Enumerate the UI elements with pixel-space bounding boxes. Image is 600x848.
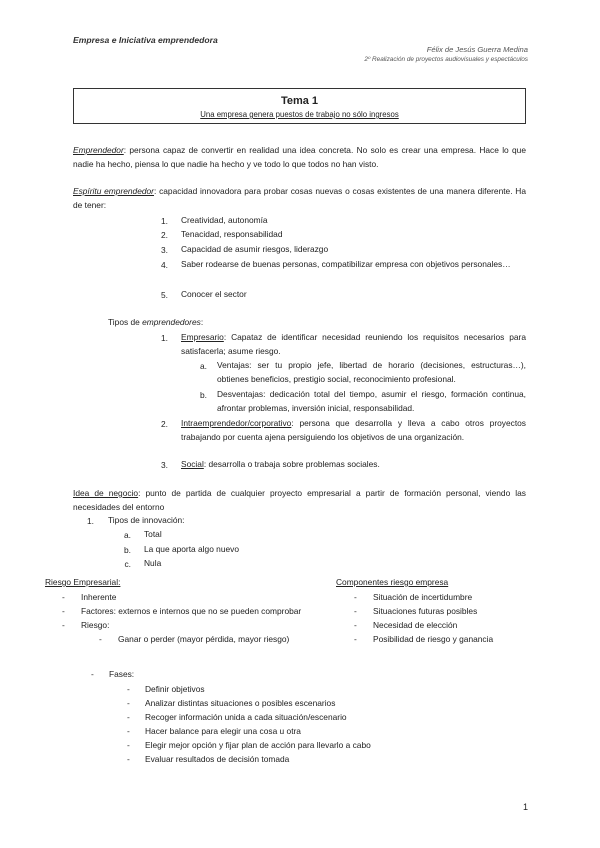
fase-item: Hacer balance para elegir una cosa u otra [145,726,301,736]
bullet-dash: - [354,592,357,602]
fase-item: Analizar distintas situaciones o posibles escenarios [145,698,336,708]
list-number: 5. [161,290,168,300]
componente-item: Situaciones futuras posibles [373,606,478,616]
empresario-item [181,331,526,359]
bullet-dash: - [354,620,357,630]
componente-item: Necesidad de elección [373,620,458,630]
bullet-dash: - [62,606,65,616]
header-course: 2º Realización de proyectos audiovisuales y espectáculos [364,56,528,63]
bullet-dash: - [91,669,94,679]
espiritu-definition [73,185,526,213]
fase-item: Recoger información unida a cada situación/escenario [145,712,347,722]
social-text: : desarrolla o trabaja sobre problemas sociales. [203,459,380,469]
list-item: Capacidad de asumir riesgos, liderazgo [181,244,329,254]
list-item: Saber rodearse de buenas personas, compatibilizar empresa con objetivos personales… [181,259,511,269]
intraemprendedor-term: Intraemprendedor/corporativo [181,418,292,428]
fase-item: Evaluar resultados de decisión tomada [145,754,290,764]
fases-label: Fases: [109,669,135,679]
fase-item: Definir objetivos [145,684,205,694]
list-number: a. [124,530,131,540]
emprendedor-text: : persona capaz de convertir en realidad una idea concreta. No solo es crear una empresa. Hace lo que nadie ha hecho, piensa lo que nadie ha hecho y ve todo lo que todos no han visto. [73,145,526,169]
list-number: 3. [161,460,168,470]
componente-item: Posibilidad de riesgo y ganancia [373,634,494,644]
espiritu-text: : capacidad innovadora para probar cosas nuevas o cosas existentes de una manera diferente. Ha de tener: [73,186,527,210]
idea-term: Idea de negocio [73,488,139,498]
list-number: 4. [161,260,168,270]
tipos-label-term: emprendedores [142,317,201,327]
riesgo-item: Factores: externos e internos que no se pueden comprobar [81,606,302,616]
emprendedor-term: Emprendedor [73,145,124,155]
list-item: Conocer el sector [181,289,247,299]
tipos-label-suffix: : [200,317,204,327]
espiritu-term: Espíritu emprendedor [73,186,154,196]
riesgo-item: Riesgo: [81,620,110,630]
idea-text: : punto de partida de cualquier proyecto empresarial a partir de formación personal, viendo las necesidades del entorno [73,488,526,512]
bullet-dash: - [127,726,130,736]
list-item: Total [144,529,162,539]
bullet-dash: - [62,592,65,602]
list-number: 1. [161,216,168,226]
page-subtitle: Una empresa genera puestos de trabajo no sólo ingresos [200,110,399,119]
bullet-dash: - [354,606,357,616]
list-item: Nula [144,558,162,568]
bullet-dash: - [127,754,130,764]
bullet-dash: - [127,698,130,708]
tipos-label [108,316,203,329]
riesgo-subitem: Ganar o perder (mayor pérdida, mayor riesgo) [118,634,290,644]
list-number: b. [124,545,131,555]
componente-item: Situación de incertidumbre [373,592,473,602]
bullet-dash: - [127,740,130,750]
desventajas-item: Desventajas: dedicación total del tiempo, asumir el riesgo, formación continua, afrontar problemas, inversión inicial, responsabilidad. [217,389,526,413]
list-number: a. [200,361,207,371]
intraemprendedor-text: : persona que desarrolla y lleva a cabo otros proyectos trabajando por cuenta ajena persiguiendo los objetivos de una organización. [181,418,526,442]
bullet-dash: - [62,620,65,630]
empresario-text: : Capataz de identificar necesidad reuniendo los requisitos necesarios para satisfacerla; asume riesgo. [181,332,526,356]
list-number: b. [200,390,207,400]
title-box [73,88,526,124]
page-number: 1 [522,802,528,812]
list-number: 1. [161,333,168,343]
bullet-dash: - [99,634,102,644]
tipos-label-prefix: Tipos de [108,317,143,327]
list-number: c. [124,559,131,569]
intraemprendedor-item [181,417,526,445]
list-number: 3. [161,245,168,255]
riesgo-title: Riesgo Empresarial: [45,577,121,587]
list-number: 2. [161,230,168,240]
bullet-dash: - [127,712,130,722]
bullet-dash: - [354,634,357,644]
idea-definition [73,487,526,515]
social-item [181,458,526,472]
riesgo-item: Inherente [81,592,117,602]
emprendedor-definition [73,144,526,172]
list-item: La que aporta algo nuevo [144,544,239,554]
header-author: Félix de Jesús Guerra Medina [426,45,528,54]
social-term: Social [181,459,204,469]
list-number: 2. [161,419,168,429]
bullet-dash: - [127,684,130,694]
componentes-title: Componentes riesgo empresa [336,577,449,587]
header-subject: Empresa e Iniciativa emprendedora [73,35,218,45]
innovacion-label: Tipos de innovación: [108,515,185,525]
empresario-term: Empresario [181,332,224,342]
fase-item: Elegir mejor opción y fijar plan de acción para llevarlo a cabo [145,740,371,750]
list-number: 1. [87,516,94,526]
list-item: Creatividad, autonomía [181,215,268,225]
ventajas-item: Ventajas: ser tu propio jefe, libertad de horario (decisiones, estructuras…), obtienes beneficios, prestigio social, reconocimiento profesional. [217,360,526,384]
list-item: Tenacidad, responsabilidad [181,229,283,239]
page-title: Tema 1 [280,95,319,107]
